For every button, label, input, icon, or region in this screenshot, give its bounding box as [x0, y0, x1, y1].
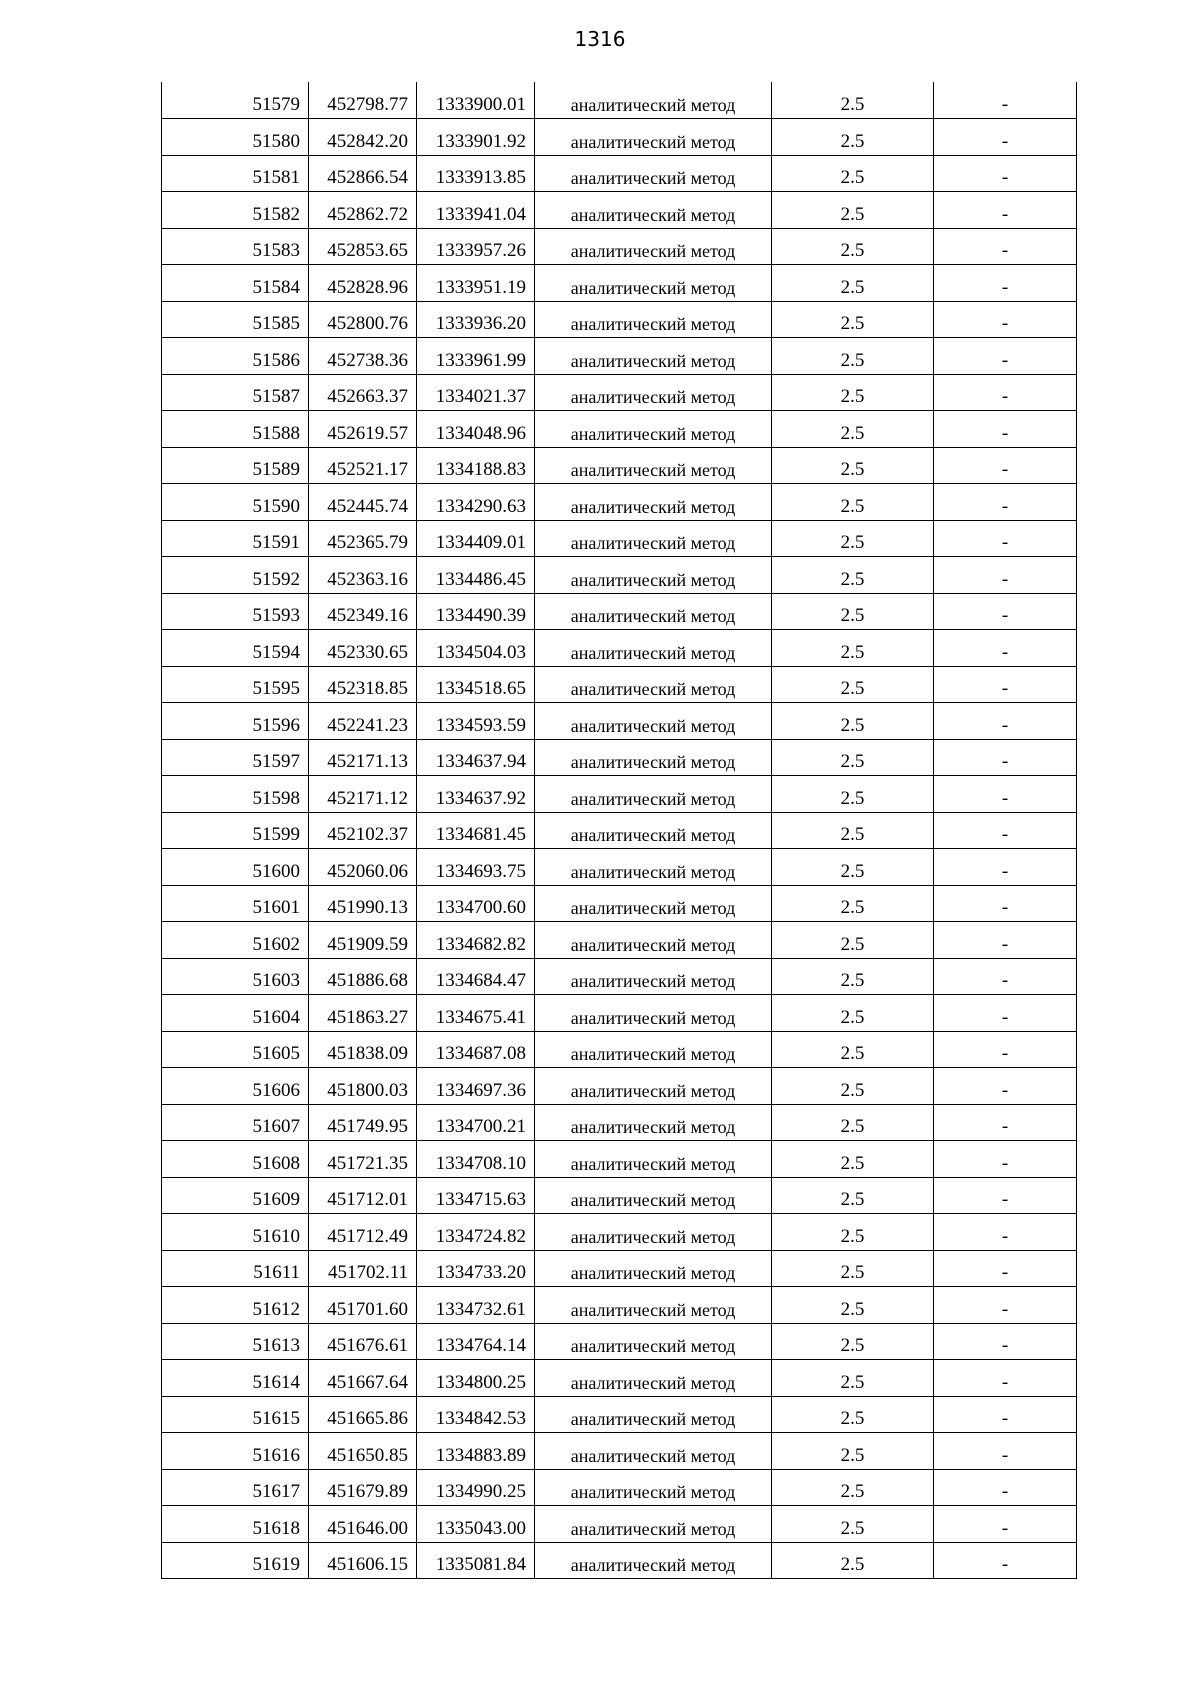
description-cell: -	[934, 1250, 1077, 1287]
table-row	[162, 666, 1077, 703]
description-cell: -	[934, 739, 1077, 776]
description-cell: -	[934, 776, 1077, 813]
table-row	[162, 484, 1077, 521]
method-cell: аналитический метод	[535, 1031, 772, 1068]
point-number-cell: 51583	[162, 228, 309, 265]
method-cell: аналитический метод	[535, 411, 772, 448]
x-coordinate-cell: 451838.09	[309, 1031, 417, 1068]
table-row	[162, 849, 1077, 886]
y-coordinate-cell: 1334800.25	[417, 1360, 535, 1397]
y-coordinate-cell: 1334764.14	[417, 1323, 535, 1360]
x-coordinate-cell: 452619.57	[309, 411, 417, 448]
point-number-cell: 51590	[162, 484, 309, 521]
method-cell: аналитический метод	[535, 812, 772, 849]
y-coordinate-cell: 1334700.21	[417, 1104, 535, 1141]
point-number-cell: 51585	[162, 301, 309, 338]
description-cell: -	[934, 338, 1077, 375]
x-coordinate-cell: 452798.77	[309, 82, 417, 119]
precision-cell: 2.5	[772, 484, 934, 521]
table-row	[162, 922, 1077, 959]
x-coordinate-cell: 452318.85	[309, 666, 417, 703]
y-coordinate-cell: 1333941.04	[417, 192, 535, 229]
y-coordinate-cell: 1334700.60	[417, 885, 535, 922]
x-coordinate-cell: 452171.12	[309, 776, 417, 813]
table-row	[162, 995, 1077, 1032]
y-coordinate-cell: 1334518.65	[417, 666, 535, 703]
table-row	[162, 593, 1077, 630]
table-row	[162, 155, 1077, 192]
x-coordinate-cell: 452241.23	[309, 703, 417, 740]
method-cell: аналитический метод	[535, 119, 772, 156]
precision-cell: 2.5	[772, 593, 934, 630]
table-row	[162, 520, 1077, 557]
description-cell: -	[934, 922, 1077, 959]
table-body	[162, 82, 1077, 1579]
y-coordinate-cell: 1334682.82	[417, 922, 535, 959]
x-coordinate-cell: 452853.65	[309, 228, 417, 265]
point-number-cell: 51616	[162, 1433, 309, 1470]
x-coordinate-cell: 451679.89	[309, 1469, 417, 1506]
table-row	[162, 1104, 1077, 1141]
precision-cell: 2.5	[772, 958, 934, 995]
precision-cell: 2.5	[772, 1506, 934, 1543]
description-cell: -	[934, 1287, 1077, 1324]
method-cell: аналитический метод	[535, 922, 772, 959]
description-cell: -	[934, 301, 1077, 338]
method-cell: аналитический метод	[535, 192, 772, 229]
precision-cell: 2.5	[772, 447, 934, 484]
y-coordinate-cell: 1334290.63	[417, 484, 535, 521]
table-row	[162, 557, 1077, 594]
table-row	[162, 228, 1077, 265]
y-coordinate-cell: 1334637.92	[417, 776, 535, 813]
table-row	[162, 1506, 1077, 1543]
point-number-cell: 51612	[162, 1287, 309, 1324]
precision-cell: 2.5	[772, 1433, 934, 1470]
y-coordinate-cell: 1334708.10	[417, 1141, 535, 1178]
method-cell: аналитический метод	[535, 1506, 772, 1543]
table-row	[162, 1068, 1077, 1105]
description-cell: -	[934, 265, 1077, 302]
precision-cell: 2.5	[772, 338, 934, 375]
table-row	[162, 1360, 1077, 1397]
point-number-cell: 51581	[162, 155, 309, 192]
precision-cell: 2.5	[772, 301, 934, 338]
precision-cell: 2.5	[772, 849, 934, 886]
method-cell: аналитический метод	[535, 228, 772, 265]
precision-cell: 2.5	[772, 1177, 934, 1214]
point-number-cell: 51596	[162, 703, 309, 740]
precision-cell: 2.5	[772, 192, 934, 229]
method-cell: аналитический метод	[535, 338, 772, 375]
description-cell: -	[934, 1141, 1077, 1178]
x-coordinate-cell: 452349.16	[309, 593, 417, 630]
description-cell: -	[934, 155, 1077, 192]
table-row	[162, 374, 1077, 411]
description-cell: -	[934, 1068, 1077, 1105]
y-coordinate-cell: 1334490.39	[417, 593, 535, 630]
table-row	[162, 630, 1077, 667]
precision-cell: 2.5	[772, 411, 934, 448]
x-coordinate-cell: 452445.74	[309, 484, 417, 521]
precision-cell: 2.5	[772, 374, 934, 411]
x-coordinate-cell: 451800.03	[309, 1068, 417, 1105]
description-cell: -	[934, 192, 1077, 229]
method-cell: аналитический метод	[535, 1396, 772, 1433]
method-cell: аналитический метод	[535, 593, 772, 630]
method-cell: аналитический метод	[535, 1360, 772, 1397]
y-coordinate-cell: 1334684.47	[417, 958, 535, 995]
table-row	[162, 1214, 1077, 1251]
point-number-cell: 51602	[162, 922, 309, 959]
y-coordinate-cell: 1334486.45	[417, 557, 535, 594]
point-number-cell: 51588	[162, 411, 309, 448]
description-cell: -	[934, 1542, 1077, 1579]
point-number-cell: 51615	[162, 1396, 309, 1433]
point-number-cell: 51608	[162, 1141, 309, 1178]
point-number-cell: 51599	[162, 812, 309, 849]
x-coordinate-cell: 452800.76	[309, 301, 417, 338]
y-coordinate-cell: 1333961.99	[417, 338, 535, 375]
y-coordinate-cell: 1334883.89	[417, 1433, 535, 1470]
description-cell: -	[934, 593, 1077, 630]
point-number-cell: 51584	[162, 265, 309, 302]
x-coordinate-cell: 452521.17	[309, 447, 417, 484]
description-cell: -	[934, 447, 1077, 484]
table-row	[162, 265, 1077, 302]
precision-cell: 2.5	[772, 885, 934, 922]
description-cell: -	[934, 703, 1077, 740]
point-number-cell: 51610	[162, 1214, 309, 1251]
description-cell: -	[934, 630, 1077, 667]
precision-cell: 2.5	[772, 739, 934, 776]
method-cell: аналитический метод	[535, 703, 772, 740]
point-number-cell: 51589	[162, 447, 309, 484]
description-cell: -	[934, 1323, 1077, 1360]
table-row	[162, 1469, 1077, 1506]
description-cell: -	[934, 520, 1077, 557]
description-cell: -	[934, 666, 1077, 703]
point-number-cell: 51587	[162, 374, 309, 411]
x-coordinate-cell: 451712.01	[309, 1177, 417, 1214]
table-row	[162, 301, 1077, 338]
description-cell: -	[934, 1506, 1077, 1543]
y-coordinate-cell: 1334675.41	[417, 995, 535, 1032]
method-cell: аналитический метод	[535, 1214, 772, 1251]
table-row	[162, 1177, 1077, 1214]
method-cell: аналитический метод	[535, 265, 772, 302]
point-number-cell: 51619	[162, 1542, 309, 1579]
precision-cell: 2.5	[772, 1250, 934, 1287]
description-cell: -	[934, 1396, 1077, 1433]
point-number-cell: 51601	[162, 885, 309, 922]
precision-cell: 2.5	[772, 922, 934, 959]
x-coordinate-cell: 452866.54	[309, 155, 417, 192]
y-coordinate-cell: 1334724.82	[417, 1214, 535, 1251]
table-row	[162, 338, 1077, 375]
precision-cell: 2.5	[772, 703, 934, 740]
method-cell: аналитический метод	[535, 666, 772, 703]
table-row	[162, 119, 1077, 156]
point-number-cell: 51600	[162, 849, 309, 886]
y-coordinate-cell: 1333951.19	[417, 265, 535, 302]
description-cell: -	[934, 1031, 1077, 1068]
point-number-cell: 51618	[162, 1506, 309, 1543]
x-coordinate-cell: 451721.35	[309, 1141, 417, 1178]
method-cell: аналитический метод	[535, 958, 772, 995]
method-cell: аналитический метод	[535, 1469, 772, 1506]
table-row	[162, 812, 1077, 849]
x-coordinate-cell: 451863.27	[309, 995, 417, 1032]
description-cell: -	[934, 119, 1077, 156]
y-coordinate-cell: 1334188.83	[417, 447, 535, 484]
precision-cell: 2.5	[772, 265, 934, 302]
point-number-cell: 51617	[162, 1469, 309, 1506]
precision-cell: 2.5	[772, 1287, 934, 1324]
x-coordinate-cell: 452738.36	[309, 338, 417, 375]
table-row	[162, 885, 1077, 922]
point-number-cell: 51604	[162, 995, 309, 1032]
x-coordinate-cell: 451606.15	[309, 1542, 417, 1579]
description-cell: -	[934, 885, 1077, 922]
x-coordinate-cell: 452663.37	[309, 374, 417, 411]
method-cell: аналитический метод	[535, 1433, 772, 1470]
point-number-cell: 51605	[162, 1031, 309, 1068]
y-coordinate-cell: 1333957.26	[417, 228, 535, 265]
y-coordinate-cell: 1334733.20	[417, 1250, 535, 1287]
point-number-cell: 51582	[162, 192, 309, 229]
precision-cell: 2.5	[772, 1323, 934, 1360]
method-cell: аналитический метод	[535, 82, 772, 119]
precision-cell: 2.5	[772, 1141, 934, 1178]
description-cell: -	[934, 1104, 1077, 1141]
point-number-cell: 51609	[162, 1177, 309, 1214]
page-number: 1316	[574, 27, 626, 51]
precision-cell: 2.5	[772, 119, 934, 156]
table-row	[162, 1287, 1077, 1324]
y-coordinate-cell: 1333913.85	[417, 155, 535, 192]
point-number-cell: 51593	[162, 593, 309, 630]
x-coordinate-cell: 451712.49	[309, 1214, 417, 1251]
coordinates-table	[161, 82, 1077, 1579]
x-coordinate-cell: 451650.85	[309, 1433, 417, 1470]
x-coordinate-cell: 451909.59	[309, 922, 417, 959]
point-number-cell: 51597	[162, 739, 309, 776]
x-coordinate-cell: 451702.11	[309, 1250, 417, 1287]
precision-cell: 2.5	[772, 1031, 934, 1068]
description-cell: -	[934, 484, 1077, 521]
x-coordinate-cell: 452365.79	[309, 520, 417, 557]
x-coordinate-cell: 451886.68	[309, 958, 417, 995]
x-coordinate-cell: 451749.95	[309, 1104, 417, 1141]
description-cell: -	[934, 82, 1077, 119]
description-cell: -	[934, 849, 1077, 886]
description-cell: -	[934, 1469, 1077, 1506]
precision-cell: 2.5	[772, 812, 934, 849]
x-coordinate-cell: 452060.06	[309, 849, 417, 886]
method-cell: аналитический метод	[535, 849, 772, 886]
table-row	[162, 776, 1077, 813]
description-cell: -	[934, 1214, 1077, 1251]
point-number-cell: 51603	[162, 958, 309, 995]
precision-cell: 2.5	[772, 1214, 934, 1251]
point-number-cell: 51614	[162, 1360, 309, 1397]
y-coordinate-cell: 1334504.03	[417, 630, 535, 667]
method-cell: аналитический метод	[535, 1177, 772, 1214]
precision-cell: 2.5	[772, 666, 934, 703]
method-cell: аналитический метод	[535, 1323, 772, 1360]
x-coordinate-cell: 451665.86	[309, 1396, 417, 1433]
method-cell: аналитический метод	[535, 1287, 772, 1324]
point-number-cell: 51594	[162, 630, 309, 667]
y-coordinate-cell: 1334048.96	[417, 411, 535, 448]
method-cell: аналитический метод	[535, 1104, 772, 1141]
method-cell: аналитический метод	[535, 1141, 772, 1178]
table-row	[162, 411, 1077, 448]
y-coordinate-cell: 1333936.20	[417, 301, 535, 338]
precision-cell: 2.5	[772, 1469, 934, 1506]
description-cell: -	[934, 557, 1077, 594]
table-row	[162, 1542, 1077, 1579]
x-coordinate-cell: 451701.60	[309, 1287, 417, 1324]
method-cell: аналитический метод	[535, 1068, 772, 1105]
description-cell: -	[934, 1433, 1077, 1470]
point-number-cell: 51606	[162, 1068, 309, 1105]
table-row	[162, 1396, 1077, 1433]
point-number-cell: 51595	[162, 666, 309, 703]
description-cell: -	[934, 1177, 1077, 1214]
precision-cell: 2.5	[772, 228, 934, 265]
method-cell: аналитический метод	[535, 885, 772, 922]
y-coordinate-cell: 1334990.25	[417, 1469, 535, 1506]
x-coordinate-cell: 451646.00	[309, 1506, 417, 1543]
table-row	[162, 82, 1077, 119]
x-coordinate-cell: 452828.96	[309, 265, 417, 302]
table-row	[162, 739, 1077, 776]
precision-cell: 2.5	[772, 1542, 934, 1579]
y-coordinate-cell: 1334732.61	[417, 1287, 535, 1324]
x-coordinate-cell: 452842.20	[309, 119, 417, 156]
x-coordinate-cell: 451990.13	[309, 885, 417, 922]
method-cell: аналитический метод	[535, 557, 772, 594]
table-row	[162, 703, 1077, 740]
x-coordinate-cell: 452171.13	[309, 739, 417, 776]
method-cell: аналитический метод	[535, 1542, 772, 1579]
description-cell: -	[934, 374, 1077, 411]
y-coordinate-cell: 1334687.08	[417, 1031, 535, 1068]
point-number-cell: 51579	[162, 82, 309, 119]
point-number-cell: 51592	[162, 557, 309, 594]
x-coordinate-cell: 452102.37	[309, 812, 417, 849]
x-coordinate-cell: 451676.61	[309, 1323, 417, 1360]
y-coordinate-cell: 1334637.94	[417, 739, 535, 776]
y-coordinate-cell: 1333901.92	[417, 119, 535, 156]
y-coordinate-cell: 1334842.53	[417, 1396, 535, 1433]
y-coordinate-cell: 1334021.37	[417, 374, 535, 411]
precision-cell: 2.5	[772, 1104, 934, 1141]
method-cell: аналитический метод	[535, 155, 772, 192]
precision-cell: 2.5	[772, 630, 934, 667]
method-cell: аналитический метод	[535, 374, 772, 411]
point-number-cell: 51586	[162, 338, 309, 375]
point-number-cell: 51591	[162, 520, 309, 557]
precision-cell: 2.5	[772, 1068, 934, 1105]
x-coordinate-cell: 452363.16	[309, 557, 417, 594]
method-cell: аналитический метод	[535, 484, 772, 521]
table-row	[162, 1250, 1077, 1287]
method-cell: аналитический метод	[535, 630, 772, 667]
y-coordinate-cell: 1334697.36	[417, 1068, 535, 1105]
description-cell: -	[934, 958, 1077, 995]
y-coordinate-cell: 1334681.45	[417, 812, 535, 849]
description-cell: -	[934, 1360, 1077, 1397]
x-coordinate-cell: 452330.65	[309, 630, 417, 667]
table-row	[162, 958, 1077, 995]
point-number-cell: 51598	[162, 776, 309, 813]
point-number-cell: 51580	[162, 119, 309, 156]
y-coordinate-cell: 1335043.00	[417, 1506, 535, 1543]
method-cell: аналитический метод	[535, 776, 772, 813]
table-row	[162, 1433, 1077, 1470]
description-cell: -	[934, 411, 1077, 448]
description-cell: -	[934, 812, 1077, 849]
table-row	[162, 447, 1077, 484]
method-cell: аналитический метод	[535, 995, 772, 1032]
y-coordinate-cell: 1334409.01	[417, 520, 535, 557]
y-coordinate-cell: 1334715.63	[417, 1177, 535, 1214]
method-cell: аналитический метод	[535, 739, 772, 776]
precision-cell: 2.5	[772, 995, 934, 1032]
y-coordinate-cell: 1334693.75	[417, 849, 535, 886]
y-coordinate-cell: 1334593.59	[417, 703, 535, 740]
point-number-cell: 51611	[162, 1250, 309, 1287]
x-coordinate-cell: 451667.64	[309, 1360, 417, 1397]
precision-cell: 2.5	[772, 1396, 934, 1433]
y-coordinate-cell: 1333900.01	[417, 82, 535, 119]
precision-cell: 2.5	[772, 557, 934, 594]
method-cell: аналитический метод	[535, 1250, 772, 1287]
table-row	[162, 192, 1077, 229]
point-number-cell: 51613	[162, 1323, 309, 1360]
method-cell: аналитический метод	[535, 447, 772, 484]
precision-cell: 2.5	[772, 155, 934, 192]
method-cell: аналитический метод	[535, 301, 772, 338]
y-coordinate-cell: 1335081.84	[417, 1542, 535, 1579]
precision-cell: 2.5	[772, 520, 934, 557]
point-number-cell: 51607	[162, 1104, 309, 1141]
method-cell: аналитический метод	[535, 520, 772, 557]
description-cell: -	[934, 995, 1077, 1032]
description-cell: -	[934, 228, 1077, 265]
precision-cell: 2.5	[772, 776, 934, 813]
table-row	[162, 1141, 1077, 1178]
table-row	[162, 1031, 1077, 1068]
precision-cell: 2.5	[772, 1360, 934, 1397]
precision-cell: 2.5	[772, 82, 934, 119]
table-row	[162, 1323, 1077, 1360]
x-coordinate-cell: 452862.72	[309, 192, 417, 229]
